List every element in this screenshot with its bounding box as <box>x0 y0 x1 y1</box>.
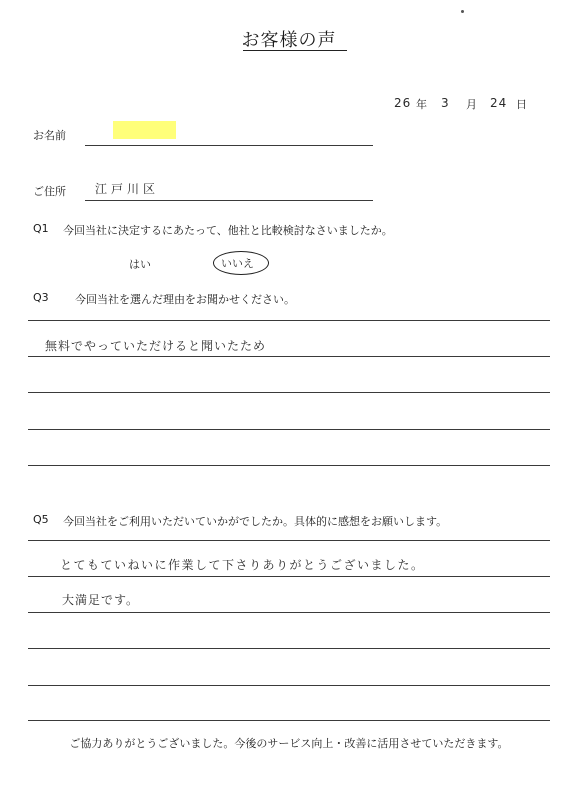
footer-thanks: ご協力ありがとうございました。今後のサービス向上・改善に活用させていただきます。 <box>69 737 509 750</box>
q5-line-5 <box>28 685 550 686</box>
q3-line-5 <box>28 465 550 466</box>
q3-line-3 <box>28 392 550 393</box>
q5-line-4 <box>28 648 550 649</box>
q1-question: 今回当社に決定するにあたって、他社と比較検討なさいましたか。 <box>63 224 393 237</box>
date-day-unit: 日 <box>516 98 527 111</box>
q5-line-1 <box>28 540 550 541</box>
name-redaction <box>113 121 176 139</box>
q3-answer: 無料でやっていただけると聞いたため <box>45 339 267 353</box>
q1-number: Q1 <box>33 222 49 235</box>
q3-line-2 <box>28 356 550 357</box>
name-label: お名前 <box>33 129 66 142</box>
address-line <box>85 200 373 201</box>
q5-line-3 <box>28 612 550 613</box>
q5-number: Q5 <box>33 513 49 526</box>
q5-answer-1: とてもていねいに作業して下さりありがとうございました。 <box>60 558 425 572</box>
date-month: 3 <box>441 96 450 110</box>
q1-option-yes: はい <box>129 258 151 271</box>
q5-answer-2: 大満足です。 <box>62 593 140 607</box>
scan-speck <box>461 10 464 13</box>
q3-number: Q3 <box>33 291 49 304</box>
q5-question: 今回当社をご利用いただいていかがでしたか。具体的に感想をお願いします。 <box>63 515 448 528</box>
q5-line-2 <box>28 576 550 577</box>
date-year-unit: 年 <box>416 98 427 111</box>
date-year: 26 <box>394 96 412 110</box>
address-label: ご住所 <box>33 185 66 198</box>
page-title: お客様の声 <box>241 30 337 51</box>
title-underline <box>243 50 347 51</box>
q3-line-4 <box>28 429 550 430</box>
address-value: 江戸川区 <box>95 182 160 196</box>
name-line <box>85 145 373 146</box>
q1-option-no: いいえ <box>221 257 254 270</box>
q3-line-1 <box>28 320 550 321</box>
q3-question: 今回当社を選んだ理由をお聞かせください。 <box>75 293 295 306</box>
q5-line-6 <box>28 720 550 721</box>
date-day: 24 <box>490 96 508 110</box>
date-month-unit: 月 <box>466 98 477 111</box>
